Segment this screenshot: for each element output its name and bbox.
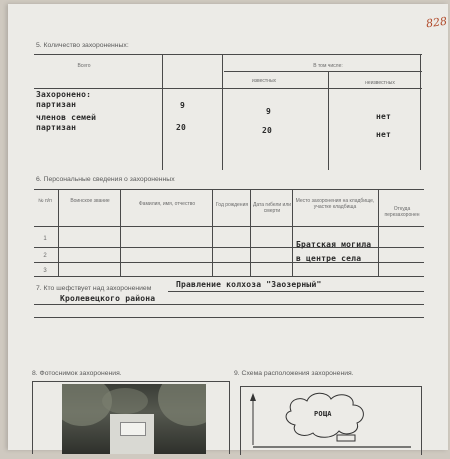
table5-header-rule [34,88,422,89]
col-place-header: Место захоронения на кладбище, участке кладбища [295,198,375,210]
grove-label: РОЩА [314,410,332,418]
row1-label-line1: Захоронено: [36,90,92,99]
row1-total: 9 [180,101,186,110]
section7-title: 7. Кто шефствует над захоронением [36,285,152,292]
table6-top-rule [34,189,424,190]
table6-vline-6 [378,189,379,276]
caretaker-line1: Правление колхоза "Заозерный" [176,280,322,289]
row2-total: 20 [176,123,187,132]
table6-vline-2 [120,189,121,276]
table6-vline-3 [212,189,213,276]
caretaker-rule-2 [34,304,424,305]
row1-unknown: нет [376,112,392,121]
section8-title: 8. Фотоснимок захоронения. [32,370,122,377]
row-number-3: 3 [43,268,47,274]
row2-unknown: нет [376,130,392,139]
burial-photo [62,384,206,454]
col-origin-header: Откуда перезахоронен [384,206,420,218]
table6-header-rule [34,226,424,227]
table5-vline-1 [162,54,163,170]
col-death-header: Дата гибели или смерти [252,202,292,214]
row2-label-line2: партизан [36,123,77,132]
page-number: 828 [425,14,448,31]
table6-vline-4 [250,189,251,276]
col-name-header: Фамилия, имя, отчество [138,201,196,207]
caretaker-line2: Кролевецкого района [60,294,156,303]
col-rank-header: Воинское звание [70,198,110,204]
section9-title: 9. Схема расположения захоронения. [234,370,354,377]
caretaker-rule-1 [168,291,424,292]
row1-label-line2: партизан [36,100,77,109]
col-birth-header: Год рождения [215,202,249,208]
including-rule [224,71,422,72]
burial-place-line1: Братская могила [296,240,372,249]
col-unknown-header: неизвестных [365,80,395,86]
row1-known: 9 [266,107,272,116]
photo-frame-left [32,381,33,454]
record-sheet [8,4,448,450]
col-num-header: № п/п [38,198,52,204]
table6-vline-5 [292,189,293,276]
col-total-header: Всего [77,63,91,69]
table5-vline-2 [222,54,223,170]
location-scheme [240,386,422,455]
col-including-header: В том числе: [313,63,343,69]
section5-title: 5. Количество захороненных: [36,42,129,49]
table5-top-rule [34,54,422,55]
col-known-header: известных [251,78,277,84]
row2-known: 20 [262,126,273,135]
row-number-2: 2 [43,253,47,259]
table5-vline-4 [420,54,421,170]
table5-vline-3 [328,71,329,170]
row-number-1: 1 [43,236,47,242]
section6-title: 6. Персональные сведения о захороненных [36,176,175,183]
table6-row2-rule [34,262,424,263]
photo-frame-right [229,381,230,454]
scheme-drawing [241,387,421,455]
burial-place-line2: в центре села [296,254,362,263]
photo-frame-top [32,381,230,382]
table6-row3-rule [34,276,424,277]
table6-vline-1 [58,189,59,276]
caretaker-rule-3 [34,317,424,318]
row2-label-line1: членов семей [36,113,97,122]
